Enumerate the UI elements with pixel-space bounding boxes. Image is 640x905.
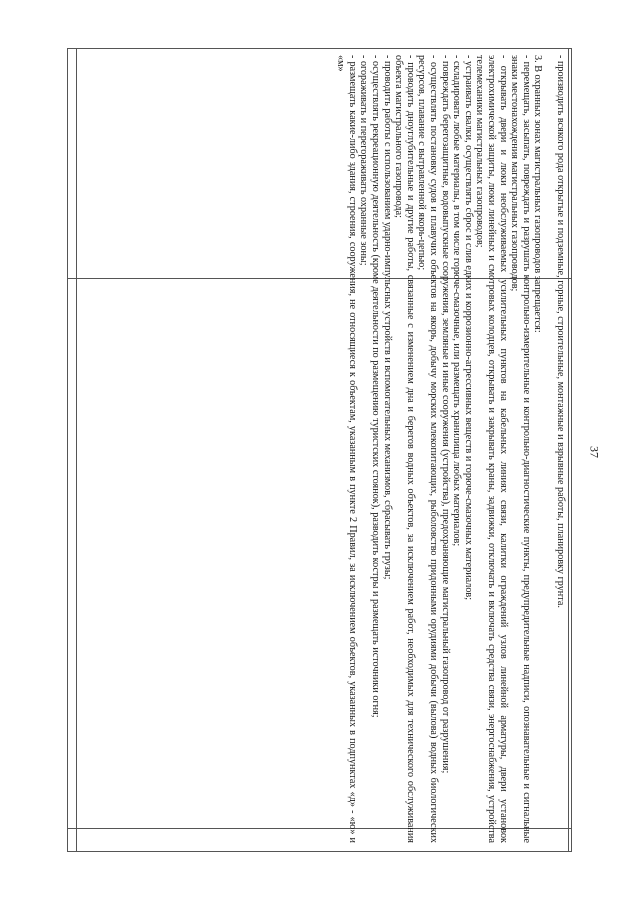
intro-paragraph: - производить всякого рода открытые и подземные, горные, строительные, монтажные и взрывные работы, планировку грунта. [555,55,566,608]
table-column-divider [568,48,569,852]
section-heading: 3. В охранных зонах магистральных газопроводов запрещается: [532,55,544,333]
list-item: - открывать двери и люки необслуживаемых усилительных пунктов на кабельных линиях связи, калитки ограждений узлов линейной арматуры, двери установок электрохимической защиты, люки линейных и смотровых колодцев, открывать и закрывать краны, задвижки, отключать и включать средства связи, энергоснабжения, устройства телемеханики магистральных газопроводов; [474,55,509,843]
list-item: - размещать какие-либо здания, строения, сооружения, не относящиеся к объектам, указанным в пункте 2 Правил, за исключением объектов, указанных в подпунктах «д» - «ю» и «м» [335,55,358,843]
list-item: - огораживать и перегораживать охранные зоны; [358,55,370,266]
list-item: - устраивать свалки, осуществлять сброс и слив едких и коррозионно-агрессивных веществ и горюче-смазочных материалов; [462,55,474,601]
list-item: - осуществлять рекреационную деятельность (кроме деятельности по размещению туристских стоянок), разводить костры и размещать источники огня; [370,55,382,718]
list-item: - повреждать берегозащитные, водовыпускные сооружения, земляные и иные сооружения (устройства), предохраняющие магистральный газопровод от разрушения; [439,55,451,774]
rotated-text-cell [76,49,568,849]
list-item: - осуществлять постановку судов и плавучих объектов на якорь, добычу морских млекопитающих, рыболовство придонными орудиями добычи (вылова) водных биологических ресурсов, плавание с вытравленной якорь-цепью; [416,55,440,843]
list-item: - проводить дноуглубительные и другие работы, связанные с изменением дна и берегов водных объектов, за исключением работ, необходимых для технического обслуживания объекта магистрального газопровода; [393,55,416,843]
list-item: - перемещать, засыпать, повреждать и разрушать контрольно-измерительные и контрольно-диагностические пункты, предупредительные надписи, опознавательные и сигнальные знаки местонахождения магистральных газопроводов; [509,55,532,843]
list-item: - проводить работы с использованием ударно-импульсных устройств и вспомогательных механизмов, сбрасывать грузы; [381,55,393,580]
page-number: 37 [587,446,602,458]
list-item: - складировать любые материалы, в том числе горюче-смазочные, или размещать хранилища любых материалов; [451,55,463,547]
